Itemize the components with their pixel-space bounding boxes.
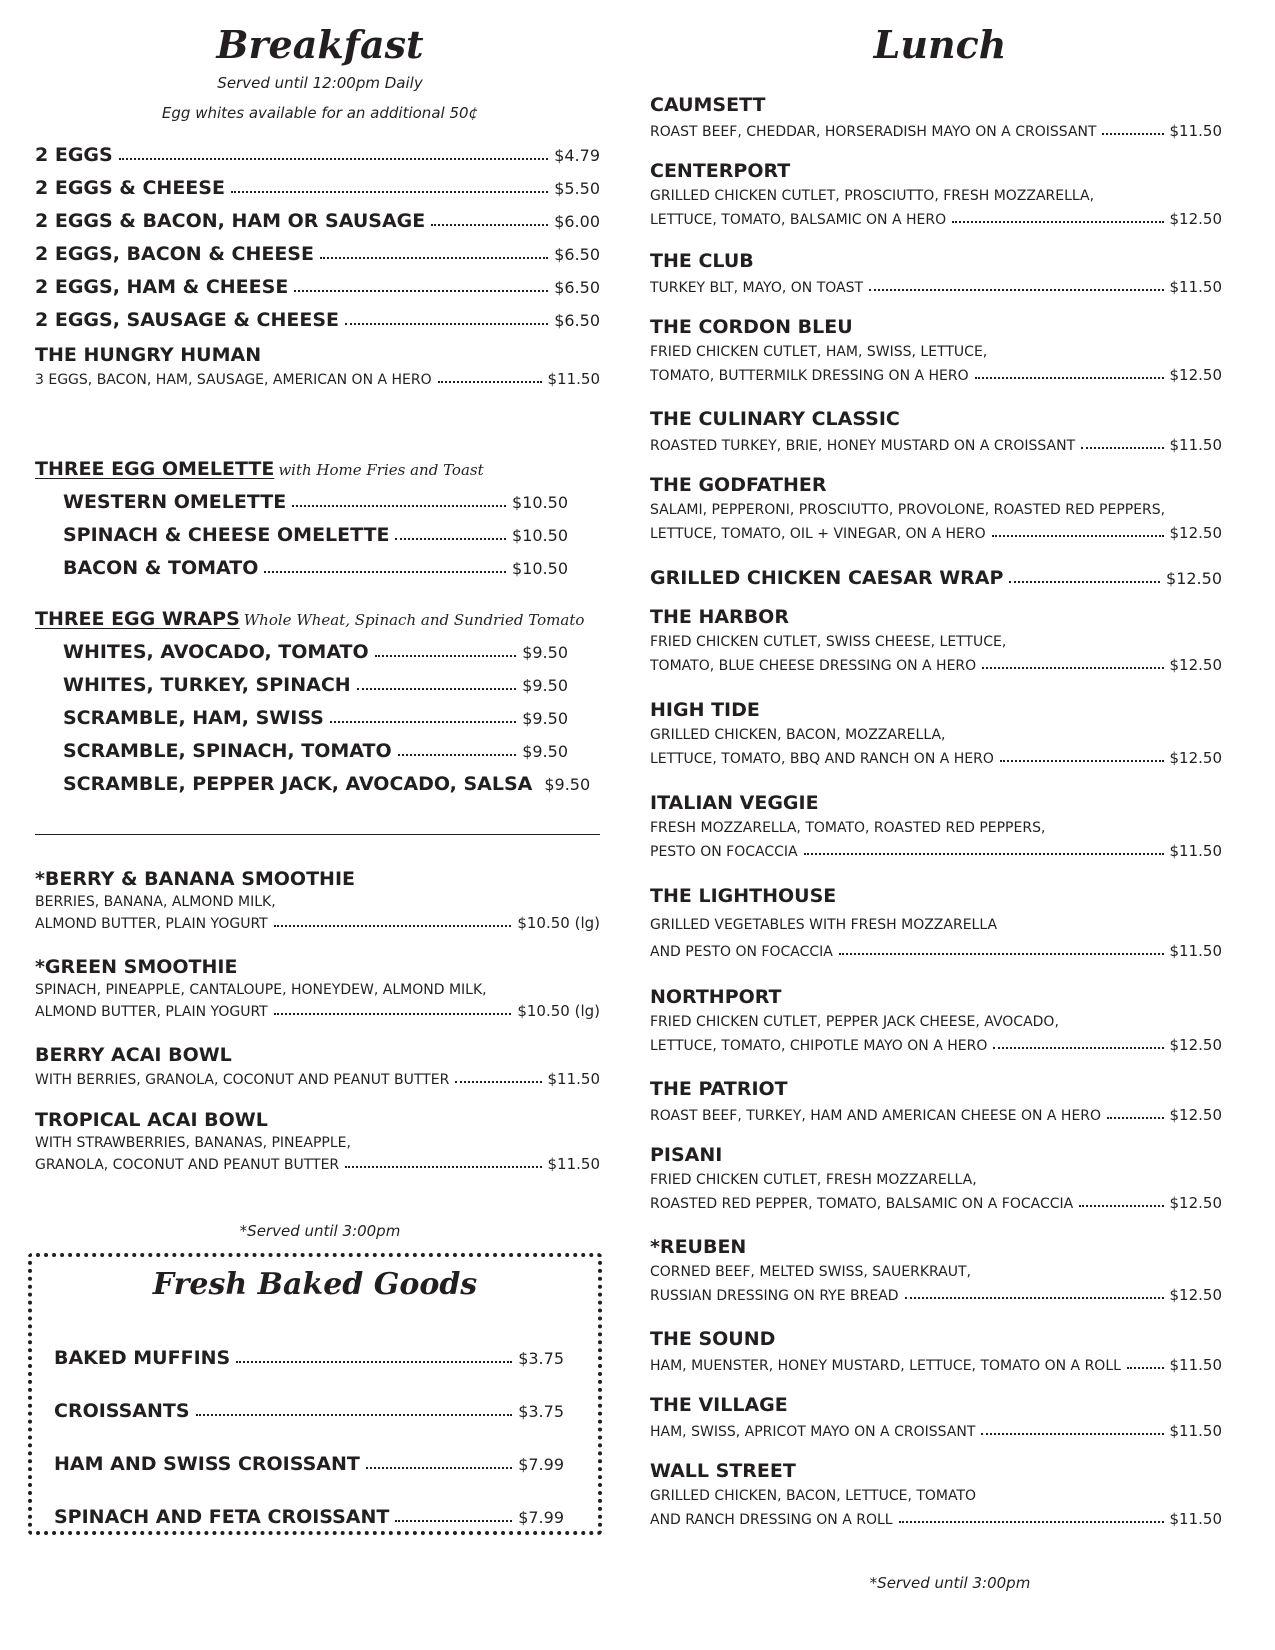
menu-item [650,316,1222,384]
item-price: $9.50 [544,775,591,794]
item-description: FRIED CHICKEN CUTLET, SWISS CHEESE, LETTUCE, [650,634,1007,650]
menu-item [35,276,600,306]
item-description: ROAST BEEF, CHEDDAR, HORSERADISH MAYO ON A CROISSANT [650,124,1097,140]
item-name: *BERRY & BANANA SMOOTHIE [35,868,355,890]
baked-goods-box [28,1253,602,1535]
menu-item [650,792,1222,860]
lunch-served-3pm-note: *Served until 3:00pm [869,1574,1031,1592]
smoothie-bowl-section [35,868,600,1188]
item-price: $11.50 [1169,1422,1222,1440]
omelette-heading: THREE EGG OMELETTE [35,458,275,480]
menu-item [650,1236,1222,1304]
item-price: $11.50 [1169,942,1222,960]
item-description: TURKEY BLT, MAYO, ON TOAST [650,280,864,296]
item-description: ROASTED RED PEPPER, TOMATO, BALSAMIC ON A FOCACCIA [650,1196,1074,1212]
item-name: THE HARBOR [650,606,789,628]
item-name: CENTERPORT [650,160,791,182]
item-description: GRILLED CHICKEN CUTLET, PROSCIUTTO, FRESH MOZZARELLA, [650,188,1095,204]
item-price: $11.50 [1169,1510,1222,1528]
item-description: WITH BERRIES, GRANOLA, COCONUT AND PEANUT BUTTER [35,1072,450,1088]
item-price: $9.50 [522,676,568,695]
lunch-list [650,94,1222,1554]
item-price: $7.99 [518,1508,564,1527]
item-name: *GREEN SMOOTHIE [35,956,238,978]
item-price: $4.79 [554,146,600,165]
item-price: $6.50 [554,245,600,264]
item-description: TOMATO, BUTTERMILK DRESSING ON A HERO [650,368,969,384]
menu-item [54,1506,564,1528]
menu-item [650,1078,1222,1124]
menu-item [650,1460,1222,1528]
menu-item [63,491,568,521]
item-price: $3.75 [518,1402,564,1421]
item-name: HAM AND SWISS CROISSANT [54,1453,360,1475]
item-description: AND RANCH DRESSING ON A ROLL [650,1512,893,1528]
item-description: SALAMI, PEPPERONI, PROSCIUTTO, PROVOLONE, ROASTED RED PEPPERS, [650,502,1166,518]
item-description: GRILLED VEGETABLES WITH FRESH MOZZARELLA [650,917,998,933]
item-name: WALL STREET [650,1460,796,1482]
item-price: $12.50 [1169,1106,1222,1124]
menu-item [35,956,600,1020]
menu-item [54,1453,564,1475]
item-price: $12.50 [1169,524,1222,542]
item-name: WHITES, TURKEY, SPINACH [63,674,351,696]
item-name: SPINACH AND FETA CROISSANT [54,1506,390,1528]
item-description: HAM, SWISS, APRICOT MAYO ON A CROISSANT [650,1424,976,1440]
item-name: PISANI [650,1144,723,1166]
menu-item [650,567,1222,589]
item-price: $6.50 [554,311,600,330]
menu-item [35,1044,600,1088]
item-description: PESTO ON FOCACCIA [650,844,798,860]
item-price: $12.50 [1169,1036,1222,1054]
menu-item [63,641,568,671]
menu-item [54,1400,564,1422]
menu-item [650,699,1222,767]
egg-whites-note: Egg whites available for an additional 50¢ [161,104,479,122]
menu-item [35,1109,600,1173]
item-price: $12.50 [1169,749,1222,767]
item-name: THE LIGHTHOUSE [650,885,837,907]
menu-item [650,408,1222,454]
item-description: FRIED CHICKEN CUTLET, PEPPER JACK CHEESE, AVOCADO, [650,1014,1059,1030]
item-name: 2 EGGS, HAM & CHEESE [35,276,289,298]
item-name: 2 EGGS & BACON, HAM OR SAUSAGE [35,210,426,232]
item-description: HAM, MUENSTER, HONEY MUSTARD, LETTUCE, TOMATO ON A ROLL [650,1358,1121,1374]
menu-item [650,1394,1222,1440]
item-name: ITALIAN VEGGIE [650,792,819,814]
item-name: GRILLED CHICKEN CAESAR WRAP [650,567,1004,589]
item-description: ROAST BEEF, TURKEY, HAM AND AMERICAN CHEESE ON A HERO [650,1108,1102,1124]
breakfast-served-note: Served until 12:00pm Daily [217,74,423,92]
item-price: $12.50 [1169,1286,1222,1304]
menu-item [650,885,1222,960]
menu-item [35,868,600,932]
item-price: $11.50 [1169,1356,1222,1374]
item-description: FRIED CHICKEN CUTLET, FRESH MOZZARELLA, [650,1172,977,1188]
item-price: $11.50 [547,1155,600,1173]
item-name: BACON & TOMATO [63,557,259,579]
menu-item [35,210,600,240]
item-price: $10.50 (lg) [517,914,600,932]
item-price: $10.50 [512,559,568,578]
item-name: SCRAMBLE, HAM, SWISS [63,707,324,729]
item-name: BAKED MUFFINS [54,1347,231,1369]
item-description: LETTUCE, TOMATO, OIL + VINEGAR, ON A HERO [650,526,986,542]
item-name: THE CORDON BLEU [650,316,853,338]
item-description: GRILLED CHICKEN, BACON, LETTUCE, TOMATO [650,1488,977,1504]
item-name: SPINACH & CHEESE OMELETTE [63,524,390,546]
item-name: BERRY ACAI BOWL [35,1044,232,1066]
item-description: ROASTED TURKEY, BRIE, HONEY MUSTARD ON A CROISSANT [650,438,1076,454]
item-description: LETTUCE, TOMATO, CHIPOTLE MAYO ON A HERO [650,1038,988,1054]
item-name: WHITES, AVOCADO, TOMATO [63,641,369,663]
baked-goods-title: Fresh Baked Goods [152,1267,478,1302]
menu-item [63,674,568,704]
menu-item [54,1347,564,1369]
item-price: $12.50 [1169,1194,1222,1212]
item-description: ALMOND BUTTER, PLAIN YOGURT [35,1004,268,1020]
item-name: THE CLUB [650,250,754,272]
item-price: $9.50 [522,709,568,728]
hungry-human-item [35,344,600,394]
wraps-section [35,608,600,798]
menu-item [35,243,600,273]
item-description: ALMOND BUTTER, PLAIN YOGURT [35,916,268,932]
menu-item [650,250,1222,296]
item-name: TROPICAL ACAI BOWL [35,1109,268,1131]
item-description: BERRIES, BANANA, ALMOND MILK, [35,894,276,910]
item-name: THE VILLAGE [650,1394,788,1416]
menu-item [650,160,1222,228]
item-name: CAUMSETT [650,94,766,116]
item-price: $11.50 [547,370,600,388]
item-name: 2 EGGS, BACON & CHEESE [35,243,314,265]
item-name: SCRAMBLE, PEPPER JACK, AVOCADO, SALSA [63,773,533,795]
item-name: 2 EGGS [35,144,113,166]
item-description: 3 EGGS, BACON, HAM, SAUSAGE, AMERICAN ON A HERO [35,372,432,388]
item-description: AND PESTO ON FOCACCIA [650,944,833,960]
item-price: $7.99 [518,1455,564,1474]
item-description: FRESH MOZZARELLA, TOMATO, ROASTED RED PEPPERS, [650,820,1046,836]
menu-item [63,773,591,803]
menu-item [650,94,1222,140]
section-divider [35,834,600,835]
item-price: $6.50 [554,278,600,297]
breakfast-served-3pm-note: *Served until 3:00pm [239,1222,401,1240]
item-description: WITH STRAWBERRIES, BANANAS, PINEAPPLE, [35,1135,351,1151]
item-name: THE PATRIOT [650,1078,788,1100]
item-description: LETTUCE, TOMATO, BBQ AND RANCH ON A HERO [650,751,994,767]
item-price: $12.50 [1169,656,1222,674]
menu-item [35,144,600,174]
item-description: CORNED BEEF, MELTED SWISS, SAUERKRAUT, [650,1264,971,1280]
item-price: $11.50 [547,1070,600,1088]
item-name: *REUBEN [650,1236,747,1258]
item-description: GRANOLA, COCONUT AND PEANUT BUTTER [35,1157,340,1173]
item-name: NORTHPORT [650,986,782,1008]
menu-item [63,557,568,587]
item-price: $11.50 [1169,842,1222,860]
menu-item [650,606,1222,674]
omelette-subheading: with Home Fries and Toast [278,461,484,479]
item-price: $11.50 [1169,278,1222,296]
item-price: $12.50 [1169,366,1222,384]
item-price: $11.50 [1169,122,1222,140]
item-price: $10.50 (lg) [517,1002,600,1020]
item-name: THE HUNGRY HUMAN [35,344,262,366]
item-name: WESTERN OMELETTE [63,491,287,513]
item-name: THE GODFATHER [650,474,827,496]
item-price: $9.50 [522,742,568,761]
wraps-heading: THREE EGG WRAPS [35,608,240,630]
item-price: $10.50 [512,526,568,545]
item-name: SCRAMBLE, SPINACH, TOMATO [63,740,392,762]
menu-item [63,524,568,554]
item-price: $11.50 [1169,436,1222,454]
item-description: LETTUCE, TOMATO, BALSAMIC ON A HERO [650,212,947,228]
item-description: SPINACH, PINEAPPLE, CANTALOUPE, HONEYDEW, ALMOND MILK, [35,982,487,998]
item-name: 2 EGGS & CHEESE [35,177,225,199]
omelette-section [35,458,600,578]
menu-item [650,1328,1222,1374]
menu-item [650,986,1222,1054]
menu-item [650,474,1222,542]
wraps-subheading: Whole Wheat, Spinach and Sundried Tomato [243,611,585,629]
menu-item [35,177,600,207]
lunch-title: Lunch [873,22,1007,67]
item-name: THE CULINARY CLASSIC [650,408,900,430]
breakfast-egg-list [35,144,600,344]
menu-item [63,740,568,770]
item-description: FRIED CHICKEN CUTLET, HAM, SWISS, LETTUCE, [650,344,988,360]
item-description: RUSSIAN DRESSING ON RYE BREAD [650,1288,899,1304]
menu-item [650,1144,1222,1212]
item-price: $9.50 [522,643,568,662]
item-description: TOMATO, BLUE CHEESE DRESSING ON A HERO [650,658,977,674]
item-name: CROISSANTS [54,1400,190,1422]
item-price: $3.75 [518,1349,564,1368]
menu-item [35,309,600,339]
menu-item [63,707,568,737]
item-price: $12.50 [1169,210,1222,228]
item-price: $12.50 [1166,569,1222,588]
item-name: THE SOUND [650,1328,776,1350]
item-price: $5.50 [554,179,600,198]
item-name: 2 EGGS, SAUSAGE & CHEESE [35,309,339,331]
breakfast-title: Breakfast [216,22,424,67]
item-name: HIGH TIDE [650,699,760,721]
item-price: $10.50 [512,493,568,512]
item-description: GRILLED CHICKEN, BACON, MOZZARELLA, [650,727,946,743]
item-price: $6.00 [554,212,600,231]
